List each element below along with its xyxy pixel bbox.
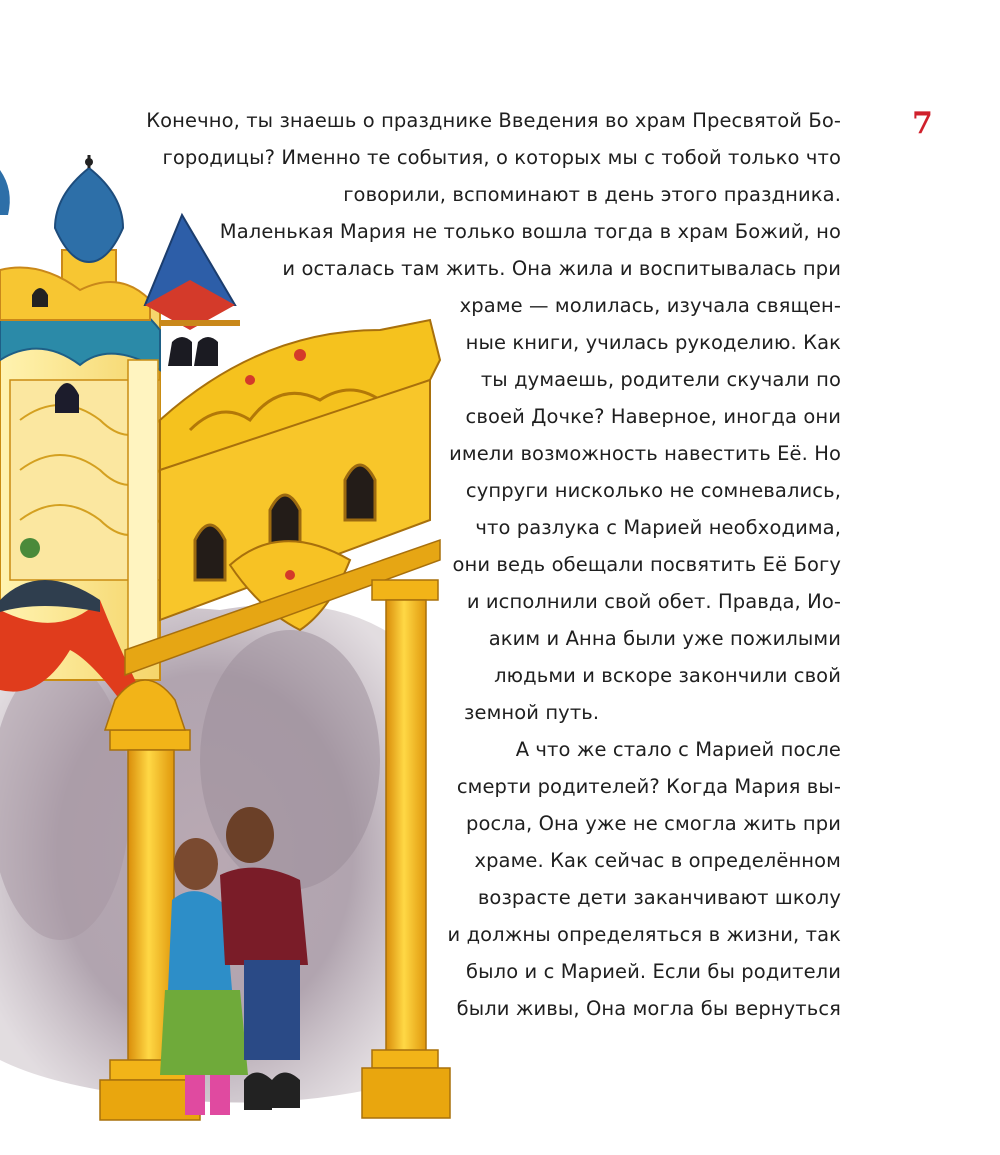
temple-building: [0, 289, 160, 700]
page-number: 7: [912, 106, 933, 141]
text-line: росла, Она уже не смогла жить при: [466, 812, 841, 835]
text-line: что разлука с Марией необходима,: [475, 516, 841, 539]
text-line: храме. Как сейчас в определённом: [474, 849, 841, 872]
text-line: аким и Анна были уже пожилыми: [488, 627, 841, 650]
text-line: супруги нисколько не сомневались,: [465, 479, 841, 502]
text-line: ные книги, училась рукоделию. Как: [465, 331, 841, 354]
text-line: ты думаешь, родители скучали по: [480, 368, 841, 391]
text-line: Маленькая Мария не только вошла тогда в храм Божий, но: [219, 220, 841, 243]
text-line: смерти родителей? Когда Мария вы-: [456, 775, 841, 798]
text-line: А что же стало с Марией после: [515, 738, 841, 761]
text-line: имели возможность навестить Её. Но: [449, 442, 841, 465]
domes: [0, 155, 150, 320]
text-line: были живы, Она могла бы вернуться: [456, 997, 841, 1020]
text-line: и должны определяться в жизни, так: [447, 923, 841, 946]
text-line: земной путь.: [464, 701, 600, 724]
text-line: было и с Марией. Если бы родители: [466, 960, 841, 983]
text-line: храме — молилась, изучала священ-: [459, 294, 841, 317]
text-line: они ведь обещали посвятить Её Богу: [452, 553, 841, 576]
text-line: людьми и вскоре закончили свой: [494, 664, 841, 687]
text-line: городицы? Именно те события, о которых мы с тобой только что: [162, 146, 841, 169]
text-line: и осталась там жить. Она жила и воспитывалась при: [282, 257, 841, 280]
text-line: Конечно, ты знаешь о празднике Введения во храм Пресвятой Бо-: [146, 109, 841, 132]
text-line: и исполнили свой обет. Правда, Ио-: [466, 590, 841, 613]
text-line: говорили, вспоминают в день этого праздника.: [343, 183, 841, 206]
text-line: возрасте дети заканчивают школу: [477, 886, 841, 909]
text-line: своей Дочке? Наверное, иногда они: [465, 405, 841, 428]
